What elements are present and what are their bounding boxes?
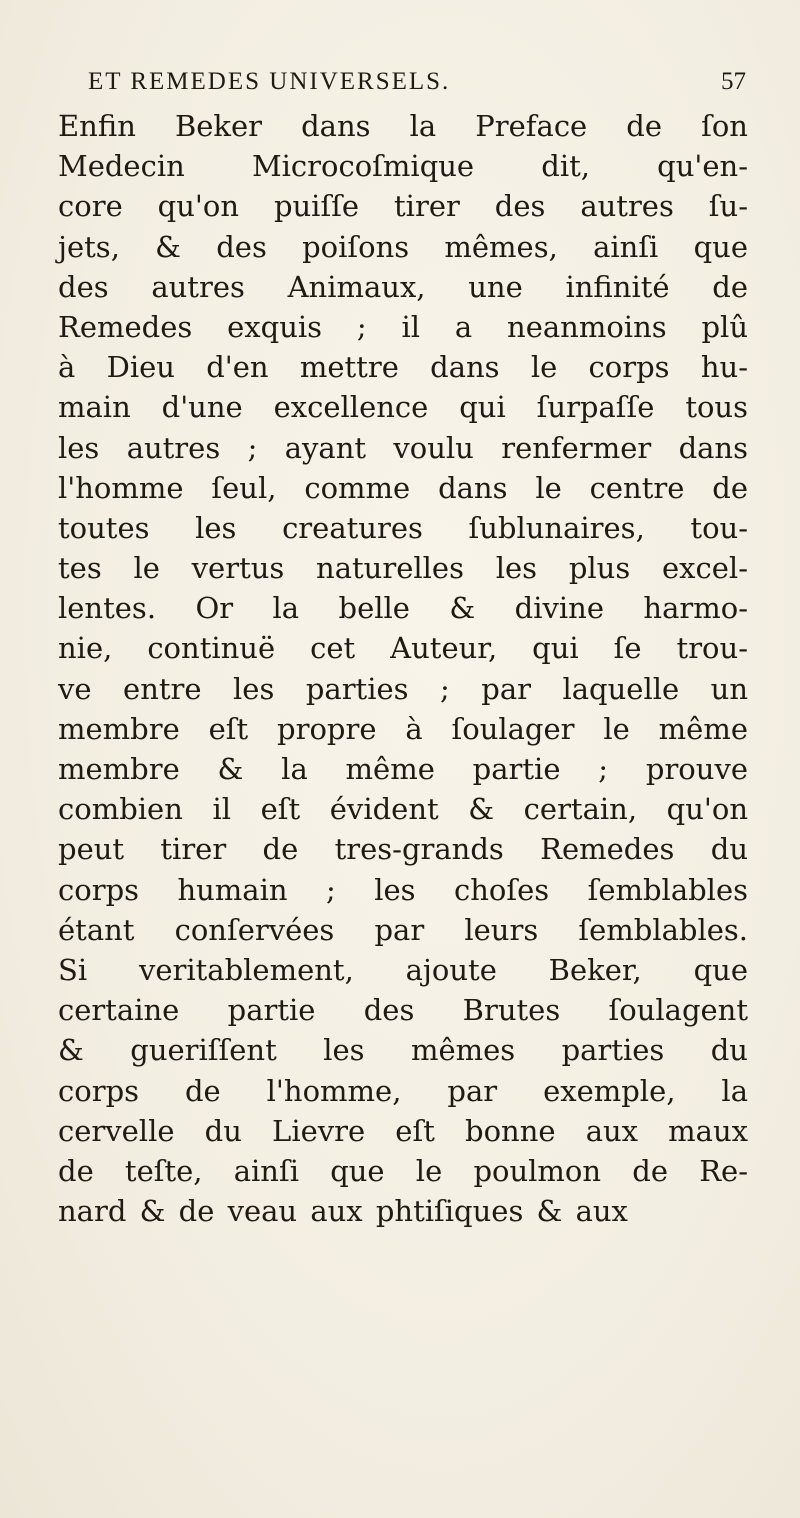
- running-head-title: ET REMEDES UNIVERSELS.: [88, 68, 451, 95]
- text-line: Enfin Beker dans la Preface de ſon: [58, 109, 748, 143]
- text-line: Si veritablement, ajoute Beker, que: [58, 952, 748, 987]
- text-line: lentes. Or la belle & divine harmo-: [58, 591, 748, 626]
- text-line: nard & de veau aux phtiſiques & aux: [58, 1194, 628, 1229]
- text-line: membre eſt propre à ſoulager le même: [58, 711, 748, 746]
- text-line: à Dieu d'en mettre dans le corps hu-: [58, 350, 748, 385]
- text-line: cervelle du Lievre eſt bonne aux maux: [58, 1113, 748, 1148]
- text-line: combien il eſt évident & certain, qu'on: [58, 792, 748, 827]
- text-line: peut tirer de tres-grands Remedes du: [58, 832, 748, 867]
- text-line: certaine partie des Brutes ſoulagent: [58, 993, 748, 1028]
- text-line: Remedes exquis ; il a neanmoins plû: [58, 309, 748, 344]
- text-line: membre & la même partie ; prouve: [58, 752, 748, 786]
- text-line: les autres ; ayant voulu renfermer dans: [58, 430, 748, 465]
- text-line: corps humain ; les choſes ſemblables: [58, 872, 748, 907]
- text-line: toutes les creatures ſublunaires, tou-: [58, 510, 748, 545]
- text-line: main d'une excellence qui ſurpaſſe tous: [58, 390, 748, 425]
- body-text: [58, 106, 748, 1231]
- text-line: l'homme ſeul, comme dans le centre de: [58, 470, 748, 505]
- text-line: jets, & des poiſons mêmes, ainſi que: [58, 229, 748, 264]
- text-line: nie, continuë cet Auteur, qui ſe trou-: [58, 631, 748, 666]
- text-line: Medecin Microcoſmique dit, qu'en-: [58, 149, 748, 184]
- text-line: core qu'on puiſſe tirer des autres ſu-: [58, 189, 748, 224]
- text-line: ve entre les parties ; par laquelle un: [58, 671, 748, 706]
- text-line: étant conſervées par leurs ſemblables.: [58, 912, 748, 947]
- text-line: & gueriſſent les mêmes parties du: [58, 1033, 748, 1068]
- page-number: 57: [721, 68, 746, 95]
- running-head: [60, 62, 750, 106]
- text-line: tes le vertus naturelles les plus excel-: [58, 551, 748, 586]
- text-line: corps de l'homme, par exemple, la: [58, 1073, 748, 1108]
- text-line: des autres Animaux, une infinité de: [58, 269, 748, 304]
- text-line: de teſte, ainſi que le poulmon de Re-: [58, 1153, 748, 1188]
